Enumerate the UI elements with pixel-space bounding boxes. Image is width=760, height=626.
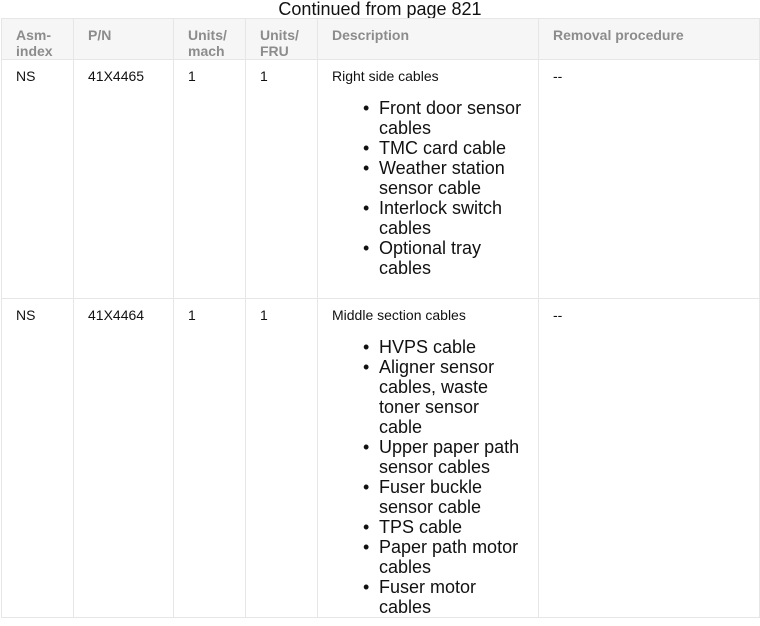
list-item: • Optional tray cables	[379, 238, 524, 278]
cell-description	[318, 60, 539, 299]
cell-units-mach: 1	[174, 299, 246, 618]
header-units-mach: Units/ mach	[174, 19, 246, 60]
list-item: • Aligner sensor cables, waste toner sensor cable	[379, 357, 524, 437]
list-item: • Upper paper path sensor cables	[379, 437, 524, 477]
cable-list	[332, 337, 524, 617]
header-removal-procedure: Removal procedure	[539, 19, 760, 60]
cell-units-mach: 1	[174, 60, 246, 299]
header-units-fru: Units/ FRU	[246, 19, 318, 60]
table-row	[2, 60, 760, 299]
cell-asm-index: NS	[2, 60, 74, 299]
list-item: • Fuser buckle sensor cable	[379, 477, 524, 517]
cell-units-fru: 1	[246, 60, 318, 299]
list-item: • Weather station sensor cable	[379, 158, 524, 198]
cell-pn: 41X4465	[74, 60, 174, 299]
header-pn: P/N	[74, 19, 174, 60]
list-item: • TPS cable	[379, 517, 524, 537]
description-title: Middle section cables	[332, 307, 466, 323]
list-item: • HVPS cable	[379, 337, 524, 357]
header-asm-index: Asm- index	[2, 19, 74, 60]
cell-description	[318, 299, 539, 618]
continued-caption: Continued from page 821	[278, 0, 482, 19]
cell-removal-procedure: --	[539, 299, 760, 618]
list-item: • TMC card cable	[379, 138, 524, 158]
cell-pn: 41X4464	[74, 299, 174, 618]
table-row	[2, 299, 760, 618]
cell-asm-index: NS	[2, 299, 74, 618]
cell-removal-procedure: --	[539, 60, 760, 299]
list-item: • Paper path motor cables	[379, 537, 524, 577]
cell-units-fru: 1	[246, 299, 318, 618]
cable-list	[332, 98, 524, 278]
description-title: Right side cables	[332, 68, 439, 84]
list-item: • Front door sensor cables	[379, 98, 524, 138]
header-description: Description	[318, 19, 539, 60]
list-item: • Interlock switch cables	[379, 198, 524, 238]
parts-table	[1, 18, 760, 618]
list-item: • Fuser motor cables	[379, 577, 524, 617]
table-header-row	[2, 19, 760, 60]
